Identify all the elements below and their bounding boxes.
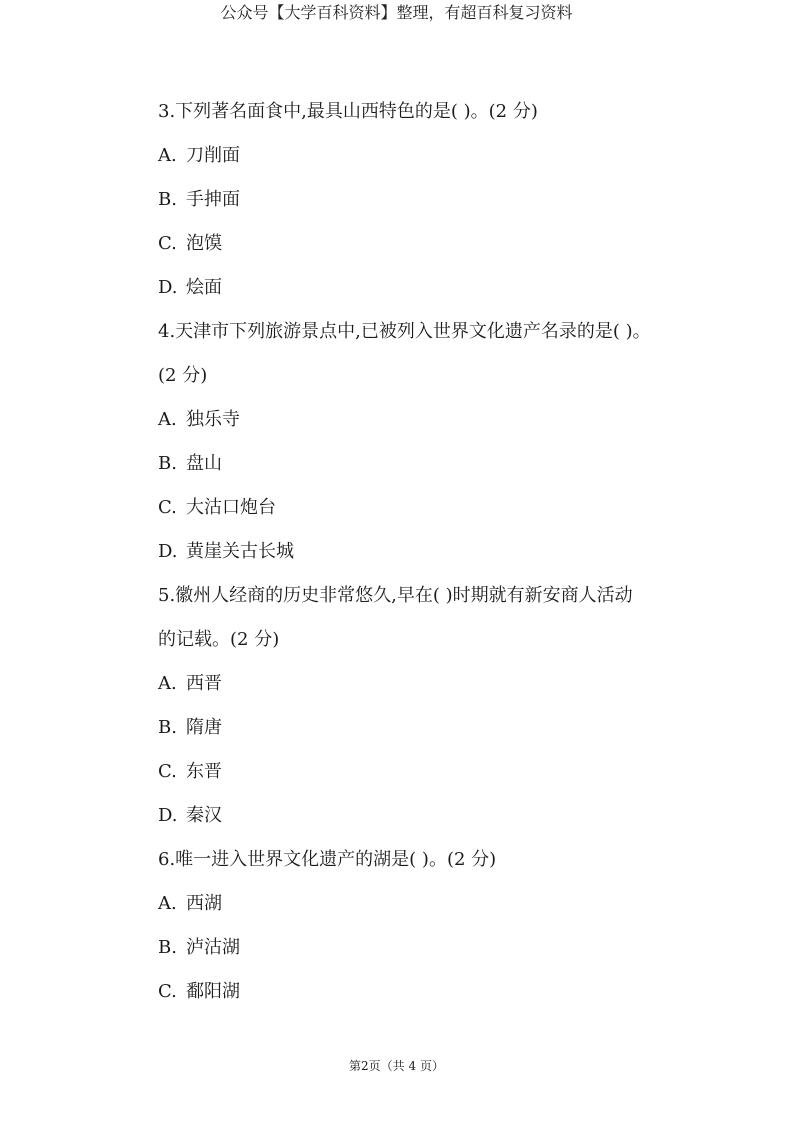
option-text: 盘山 bbox=[186, 453, 222, 474]
question-5-stem: 5.徽州人经商的历史非常悠久,早在( )时期就有新安商人活动 bbox=[158, 585, 633, 606]
option-letter: C. bbox=[158, 981, 177, 1002]
option-letter: A. bbox=[158, 893, 177, 914]
question-5-option-a bbox=[158, 662, 718, 706]
option-text: 大沽口炮台 bbox=[186, 497, 276, 518]
question-4-stem: 4.天津市下列旅游景点中,已被列入世界文化遗产名录的是( )。 bbox=[158, 321, 651, 342]
question-content bbox=[158, 90, 718, 1014]
option-letter: D. bbox=[158, 805, 178, 826]
question-4-option-a bbox=[158, 398, 718, 442]
question-3-option-a bbox=[158, 134, 718, 178]
page-header: 公众号【大学百科资料】整理，有超百科复习资料 bbox=[220, 3, 573, 22]
question-3-stem: 3.下列著名面食中,最具山西特色的是( )。(2 分) bbox=[158, 101, 538, 122]
question-3-option-c bbox=[158, 222, 718, 266]
option-text: 隋唐 bbox=[186, 717, 222, 738]
option-letter: C. bbox=[158, 761, 177, 782]
option-text: 刀削面 bbox=[186, 145, 240, 166]
option-text: 西晋 bbox=[186, 673, 222, 694]
option-text: 黄崖关古长城 bbox=[186, 541, 294, 562]
question-4-option-b bbox=[158, 442, 718, 486]
question-4-stem-continued: (2 分) bbox=[158, 365, 208, 386]
question-5-option-c bbox=[158, 750, 718, 794]
option-text: 鄱阳湖 bbox=[186, 981, 240, 1002]
question-5-stem-continued: 的记载。(2 分) bbox=[158, 629, 280, 650]
option-letter: C. bbox=[158, 497, 177, 518]
question-3-option-b bbox=[158, 178, 718, 222]
option-letter: A. bbox=[158, 409, 177, 430]
question-4-option-d bbox=[158, 530, 718, 574]
option-letter: D. bbox=[158, 541, 178, 562]
option-text: 泡馍 bbox=[186, 233, 222, 254]
page-footer: 第2页（共 4 页） bbox=[349, 1059, 444, 1073]
option-text: 泸沽湖 bbox=[186, 937, 240, 958]
option-text: 手抻面 bbox=[186, 189, 240, 210]
option-letter: B. bbox=[158, 937, 177, 958]
option-letter: A. bbox=[158, 673, 177, 694]
option-text: 秦汉 bbox=[186, 805, 222, 826]
option-letter: D. bbox=[158, 277, 178, 298]
option-letter: A. bbox=[158, 145, 177, 166]
question-6-stem: 6.唯一进入世界文化遗产的湖是( )。(2 分) bbox=[158, 849, 497, 870]
question-6-option-c bbox=[158, 970, 718, 1014]
question-6-option-a bbox=[158, 882, 718, 926]
question-5-option-b bbox=[158, 706, 718, 750]
option-text: 东晋 bbox=[186, 761, 222, 782]
question-6-option-b bbox=[158, 926, 718, 970]
option-letter: C. bbox=[158, 233, 177, 254]
option-text: 独乐寺 bbox=[186, 409, 240, 430]
option-letter: B. bbox=[158, 453, 177, 474]
option-text: 西湖 bbox=[186, 893, 222, 914]
option-letter: B. bbox=[158, 189, 177, 210]
question-3-option-d bbox=[158, 266, 718, 310]
question-4-option-c bbox=[158, 486, 718, 530]
question-5-option-d bbox=[158, 794, 718, 838]
option-letter: B. bbox=[158, 717, 177, 738]
option-text: 烩面 bbox=[186, 277, 222, 298]
